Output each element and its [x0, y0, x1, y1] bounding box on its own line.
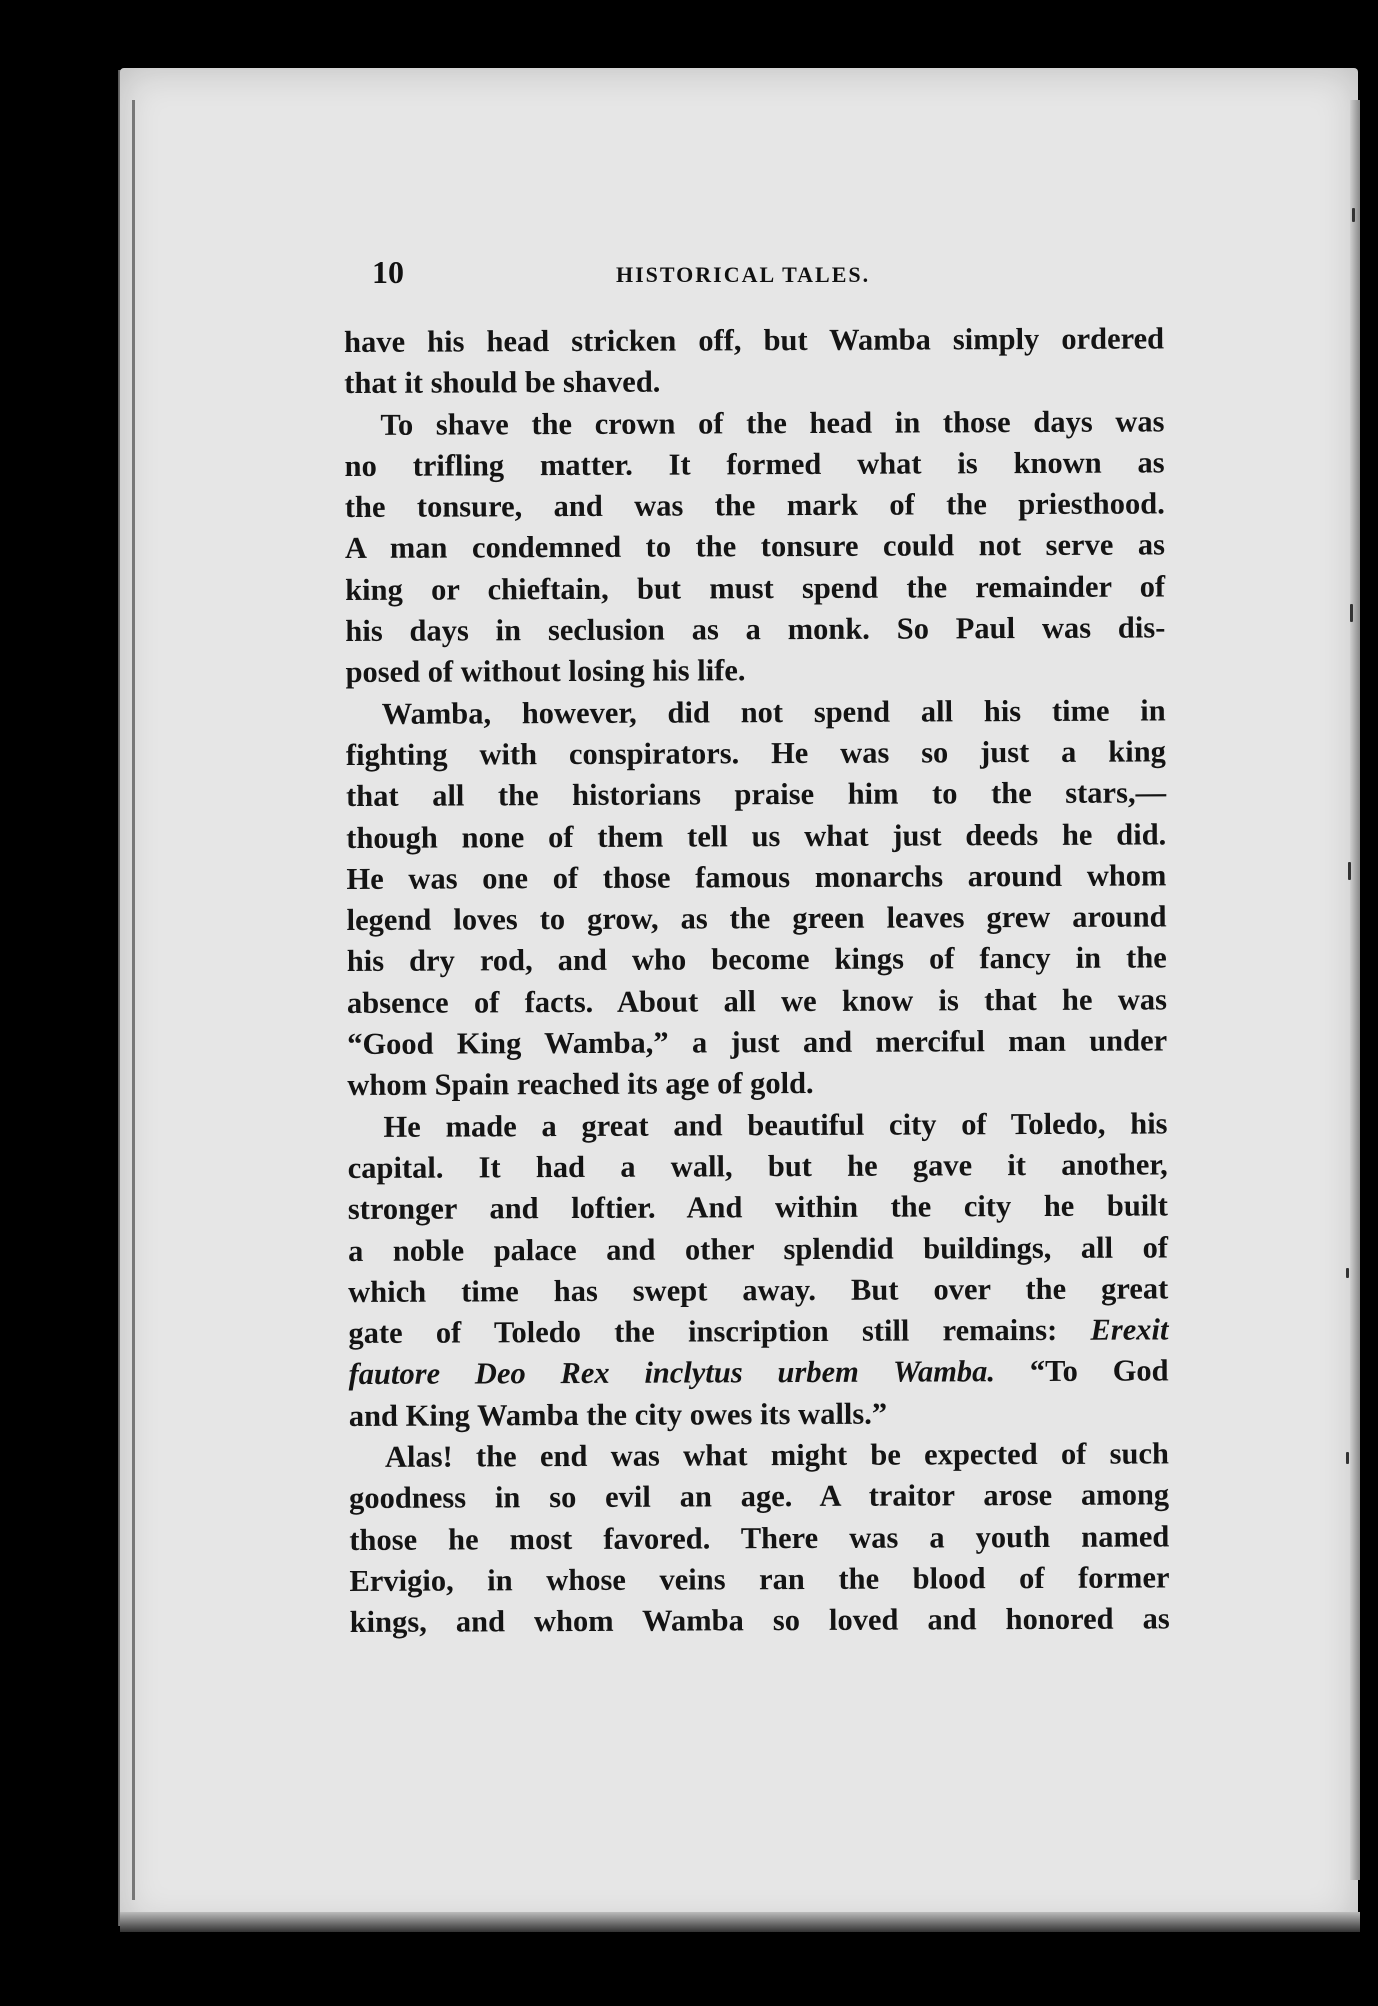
line-text: gate of Toledo the inscription still remains:: [348, 1312, 1091, 1351]
margin-mark: [1348, 862, 1351, 880]
text-line: which time has swept away. But over the great: [348, 1271, 1169, 1309]
margin-mark: [1346, 1452, 1349, 1464]
text-line: that it should be shaved.: [344, 364, 661, 401]
text-line: no trifling matter. It formed what is known as: [344, 445, 1165, 483]
text-line: He was one of those famous monarchs around whom: [346, 858, 1167, 896]
page-header: [372, 254, 932, 294]
text-line: that all the historians praise him to the stars,—: [345, 775, 1167, 814]
margin-mark: [1350, 604, 1353, 622]
text-line: his dry rod, and who become kings of fancy in the: [346, 940, 1167, 979]
paragraph-first-line: He made a great and beautiful city of Toledo, his: [383, 1106, 1168, 1144]
page-bottom-shadow: [120, 1912, 1360, 1932]
page-gutter-line: [132, 100, 135, 1900]
text-line: stronger and loftier. And within the city he built: [347, 1188, 1168, 1227]
text-line: kings, and whom Wamba so loved and honored as: [349, 1601, 1170, 1640]
text-line: his days in seclusion as a monk. So Paul was dis-: [345, 610, 1166, 649]
text-line: have his head stricken off, but Wamba simply ordered: [344, 321, 1165, 359]
body-text: [344, 318, 1170, 1643]
margin-mark: [1346, 1268, 1349, 1278]
paragraph-first-line: Wamba, however, did not spend all his time in: [381, 693, 1166, 731]
latin-inscription: Erexit: [1090, 1312, 1169, 1347]
text-line: whom Spain reached its age of gold.: [347, 1066, 814, 1103]
line-text: “To God: [994, 1353, 1169, 1389]
text-line: A man condemned to the tonsure could not serve as: [344, 527, 1166, 566]
text-line: a noble palace and other splendid buildings, all of: [347, 1229, 1169, 1268]
text-line: though none of them tell us what just deeds he did.: [346, 816, 1167, 855]
text-line: Ervigio, in whose veins ran the blood of former: [349, 1560, 1170, 1598]
text-line: and King Wamba the city owes its walls.”: [348, 1396, 888, 1433]
text-line: “Good King Wamba,” a just and merciful man under: [347, 1023, 1168, 1062]
running-head: HISTORICAL TALES.: [616, 262, 871, 287]
text-line: those he most favored. There was a youth named: [349, 1519, 1170, 1557]
text-line: absence of facts. About all we know is that he was: [346, 982, 1168, 1020]
margin-mark: [1352, 208, 1355, 222]
text-line: king or chieftain, but must spend the remainder of: [345, 569, 1166, 607]
text-line: fighting with conspirators. He was so just a king: [345, 734, 1166, 772]
text-line: capital. It had a wall, but he gave it another,: [347, 1147, 1168, 1185]
latin-inscription: fautore Deo Rex inclytus urbem Wamba.: [348, 1354, 996, 1392]
text-line: the tonsure, and was the mark of the priesthood.: [344, 486, 1165, 525]
text-line: goodness in so evil an age. A traitor arose among: [349, 1477, 1170, 1516]
page-number: 10: [372, 254, 404, 290]
text-line: [349, 1351, 1169, 1396]
text-line: legend loves to grow, as the green leaves grew around: [346, 899, 1167, 938]
page-right-edge: [1350, 100, 1360, 1880]
paragraph-first-line: Alas! the end was what might be expected of such: [384, 1436, 1170, 1474]
text-line: posed of without losing his life.: [345, 653, 746, 690]
paragraph-first-line: To shave the crown of the head in those days was: [380, 404, 1165, 442]
text-line: [348, 1310, 1168, 1355]
